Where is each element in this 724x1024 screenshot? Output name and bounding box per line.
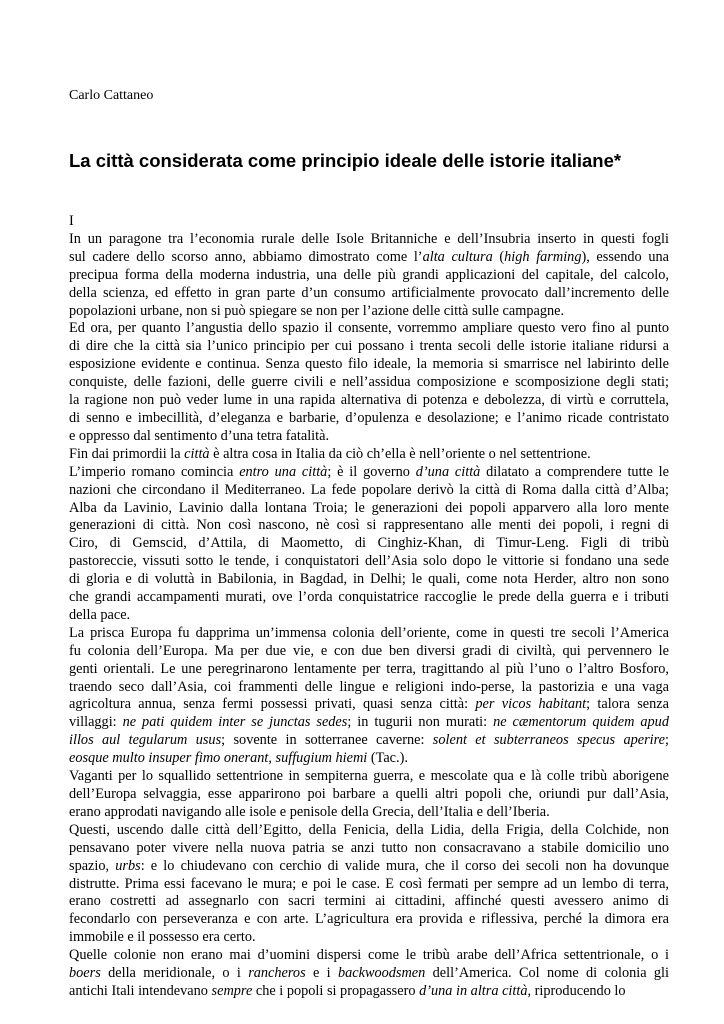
text-line [69,410,669,428]
italic-text: solent et subterraneos specus aperire [432,732,665,749]
text-run: erano approdati navigando alle isole e penisole della Grecia, dell’Italia e dell’Iberia. [69,803,550,820]
paragraph [69,768,669,822]
text-run: (Tac.). [367,750,408,767]
text-run: Alba da Lavinio, Lavinio dalla lontana Troia; le generazioni dei popoli apparvero alla loro mente [69,499,669,516]
text-run: ; in tugurii non murati: [347,714,494,731]
text-run: Ciro, di Gemscid, d’Attila, di Maometto, di Cinghiz-Khan, di Timur-Leng. Figli di tribù [69,535,669,552]
text-line [69,804,669,822]
author-name: Carlo Cattaneo [69,88,154,103]
italic-text: high farming [504,248,582,265]
text-line [69,482,669,500]
text-run: ; è il governo [327,463,416,480]
paragraph [69,464,669,625]
text-line [69,374,669,392]
italic-text: d’una città [415,463,481,480]
italic-text: rancheros [248,965,306,982]
text-line [69,356,669,374]
text-line [69,446,669,464]
document-body [69,213,669,1001]
text-run: ; [665,732,669,749]
text-run: esposizione evidente e continua. Senza questo filo ideale, la memoria si smarrisce nel labirinto delle [69,356,669,373]
text-run: dell’America. Col nome di colonia gli [425,965,669,982]
italic-text: suffugium hiemi [275,750,368,767]
paragraph [69,320,669,445]
paragraph [69,625,669,768]
text-line [69,840,669,858]
text-run: antichi Itali intendevano [69,982,212,999]
text-run: precipua forma della moderna industria, una delle più grandi applicazioni del capitale, del calcolo, [69,266,669,283]
text-run: In un paragone tra l’economia rurale delle Isole Britanniche e dell’Insubria inserto in questi fogli [69,230,669,247]
italic-text: backwoodsmen [337,965,426,982]
text-line [69,517,669,535]
text-line [69,911,669,929]
text-run: , riproducendo lo [527,982,626,999]
text-run: distrutte. Prima essi facevano le mura; e poi le case. E così fermati per sempre ad un lembo di terra, [69,875,669,892]
text-run: immobile e il possesso era certo. [69,929,256,946]
text-line [69,607,669,625]
text-run: pastoreccie, vissuti sotto le tende, i conquistatori dell’Asia solo dopo le vittorie si fondano una sede [69,553,669,570]
text-run: è altra cosa in Italia da ciò ch’ella è nell’oriente o nel settentrione. [209,445,591,462]
text-line [69,929,669,947]
text-run: villaggi: [69,714,123,731]
text-run: traendo seco dall’Asia, coi frammenti delle lingue e religioni indo-perse, la pastorizia e una vaga [69,678,669,695]
text-run: Fin dai primordii la [69,445,185,462]
text-run: La prisca Europa fu dapprima un’immensa colonia dell’oriente, come in questi tre secoli l’America [69,624,669,641]
italic-text: città [184,445,210,462]
text-line [69,464,669,482]
text-line [69,965,669,983]
text-run: nazioni che circondano il Mediterraneo. La fede popolare derivò la città di Roma dalla città d’Alba; [69,481,669,498]
text-line [69,249,669,267]
text-line [69,535,669,553]
italic-text: illos aul tegularum usus [69,732,222,749]
text-run: generazioni di città. Non così nascono, nè così si rappresentano alle menti dei popoli, i regni di [69,517,669,534]
text-line [69,983,669,1001]
text-run: della meridionale, o i [100,965,249,982]
text-line [69,696,669,714]
text-line [69,679,669,697]
paragraph [69,446,669,464]
text-run: e oppresso dal sentimento d’una tetra fatalità. [69,427,330,444]
text-run: conquiste, delle fazioni, delle guerre civili e nell’assidua composizione e scomposizione degli stati; [69,374,669,391]
text-run: che grandi accampamenti murati, ove l’orda conquistatrice raccoglie le prede della guerra e i tributi [69,589,669,606]
text-run: di senno e imbecillità, d’eleganza e barbarie, d’opulenza e desolazione; e l’animo ricade contristato [69,409,669,426]
text-line [69,338,669,356]
text-run: della scienza, ed effetto in gran parte d’un consumo artificialmente provocato dall’incremento delle [69,284,669,301]
text-line [69,768,669,786]
italic-text: sempre [211,982,253,999]
italic-text: per vicos habitant [475,696,587,713]
paragraph [69,947,669,1001]
text-run: di dire che la città sia l’unico principio per cui possano i trenta secoli delle istorie italiane ridursi a [69,338,669,355]
text-line [69,285,669,303]
italic-text: boers [69,965,101,982]
text-line [69,303,669,321]
italic-text: ne cæmentorum quidem apud [493,714,669,731]
text-line [69,643,669,661]
text-line [69,661,669,679]
text-run: genti orientali. Le une peregrinarono lentamente per terra, tragittando al più l’uno o l’altro Bosforo, [69,660,669,677]
text-run: erano costretti ad assegnarlo con sacri termini ai cittadini, affinché questi avessero animo di [69,893,669,910]
text-line [69,553,669,571]
text-line [69,589,669,607]
text-run: che i popoli si propagassero [252,982,420,999]
document-title: La città considerata come principio ideale delle istorie italiane* [69,150,622,171]
text-line [69,714,669,732]
text-line [69,893,669,911]
text-run: , [268,750,276,767]
text-run: Questi, uscendo dalle città dell’Egitto, della Fenicia, della Lidia, della Frigia, della Colchide, non [69,821,669,838]
text-run: dilatato a comprendere tutte le [480,463,669,480]
text-line [69,822,669,840]
text-run: L’imperio romano comincia [69,463,240,480]
section-number: I [69,213,74,229]
text-run: : e lo chiudevano con cerchio di valide mura, che il corso dei secoli non ha dovunque [140,857,669,874]
text-run: la ragione non può veder lume in una rapida alternativa di potenza e debolezza, di virtù e corruttela, [69,392,669,409]
italic-text: alta cultura [422,248,493,265]
text-line [69,858,669,876]
text-run: fu colonia dell’Europa. Ma per due vie, e con due ben diversi gradi di civiltà, qui pervennero le [69,642,669,659]
text-run: ; talora senza [586,696,669,713]
text-line [69,750,669,768]
paragraph [69,231,669,321]
text-run: agricoltura annua, senza fermi possessi privati, quasi senza città: [69,696,476,713]
text-run: popolazioni urbane, non si può spiegare se non per l’azione delle città sulle campagne. [69,302,565,319]
text-line [69,947,669,965]
paragraph [69,822,669,947]
text-line [69,428,669,446]
text-line [69,876,669,894]
text-line [69,500,669,518]
text-run: e i [305,965,338,982]
text-line [69,732,669,750]
text-run: sul cadere dello scorso anno, abbiamo dimostrato come l’ [69,248,423,265]
text-line [69,320,669,338]
text-line [69,392,669,410]
text-run: Quelle colonie non erano mai d’uomini dispersi come le tribù arabe dell’Africa settentrionale, o i [69,947,669,964]
text-run: ), essendo una [581,248,669,265]
text-line [69,625,669,643]
text-run: pensavano poter vivere nella nuova patria se anzi tutto non consacravano a stabile domicilio uno [69,839,669,856]
text-run: Vaganti per lo squallido settentrione in sempiterna guerra, e mescolate qua e là colle tribù aborigene [69,768,669,785]
text-line [69,571,669,589]
text-line [69,267,669,285]
text-run: spazio, [69,857,116,874]
italic-text: ne pati quidem inter se junctas sedes [122,714,348,731]
text-run: Ed ora, per quanto l’angustia dello spazio il consente, vorremmo ampliare questo vero fino al punto [69,320,669,337]
text-run: dell’Europa selvaggia, esse apparirono poi barbare a quelli altri popoli che, oriundi pur dall’Asia, [69,786,669,802]
text-line [69,231,669,249]
text-run: della pace. [69,606,131,623]
italic-text: entro una città [239,463,328,480]
italic-text: d’una in altra città [419,982,528,999]
text-line [69,786,669,804]
text-run: di gloria e di voluttà in Babilonia, in Bagdad, in Delhi; le quali, come nota Herder, altro non sono [69,571,669,588]
italic-text: eosque multo insuper fimo onerant [69,750,269,767]
italic-text: urbs [115,857,141,874]
text-run: ; sovente in sotterranee caverne: [221,732,433,749]
text-run: ( [492,248,505,265]
text-run: fecondarlo con perseveranza e con arte. L’agricultura era provida e riflessiva, perché la dimora era [69,911,669,928]
